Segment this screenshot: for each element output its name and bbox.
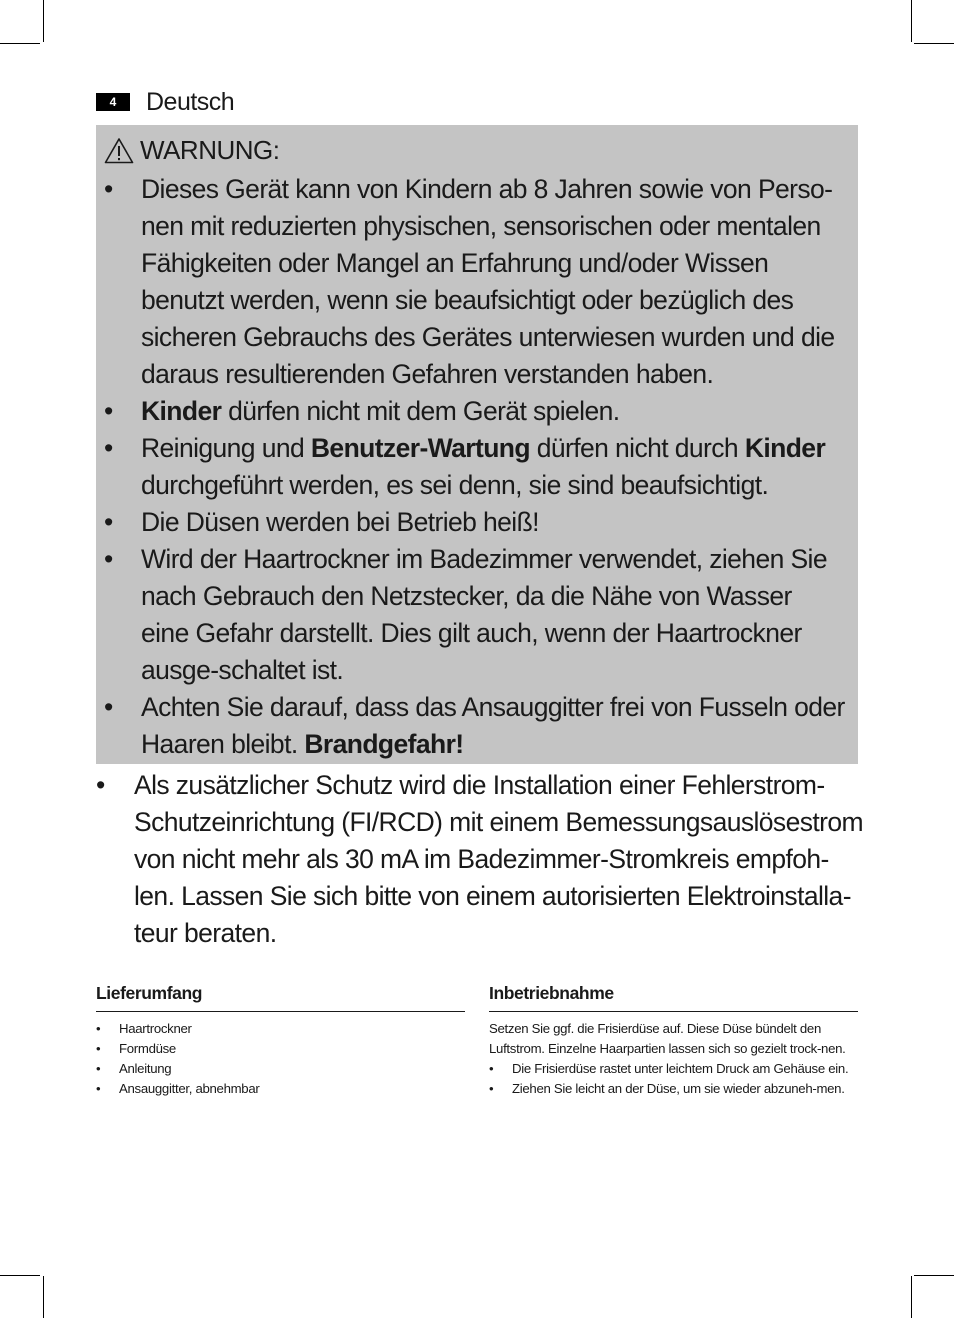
warning-emphasis: Kinder — [141, 396, 222, 426]
warning-emphasis: Benutzer-Wartung — [310, 433, 530, 463]
warning-text: Reinigung und — [141, 433, 311, 463]
warning-box — [96, 125, 858, 764]
warning-item — [104, 504, 846, 541]
warning-item — [104, 689, 846, 763]
page-header — [96, 88, 234, 116]
extra-note: • Als zusätzlicher Schutz wird die Installation einer Fehlerstrom-Schutzeinrichtung (FI/RCD) mit einem Bemessungsauslösestrom von nicht mehr als 30 mA im Badezimmer-Stromkreis empfoh-len. Lassen Sie sich bitte von einem autorisierten Elektroinstalla-teur beraten. — [96, 767, 866, 952]
crop-mark — [0, 43, 40, 44]
inbetriebnahme-section — [489, 980, 858, 1099]
crop-mark — [914, 43, 954, 44]
inbetriebnahme-heading: Inbetriebnahme — [489, 980, 858, 1012]
inbetriebnahme-item: • Ziehen Sie leicht an der Düse, um sie wieder abzuneh-men. — [489, 1079, 858, 1099]
warning-item — [104, 171, 846, 393]
warning-text: durchgeführt werden, es sei denn, sie sind beaufsichtigt. — [141, 470, 769, 500]
warning-text: Achten Sie darauf, dass das Ansauggitter frei von Fusseln oder Haaren bleibt. — [141, 692, 845, 759]
warning-item — [104, 393, 846, 430]
warning-title-text: WARNUNG: — [140, 134, 280, 165]
crop-mark — [43, 0, 44, 42]
warning-text: Dieses Gerät kann von Kindern ab 8 Jahren sowie von Perso-nen mit reduzierten physischen, sensorischen oder mentalen Fähigkeiten oder Mangel an Erfahrung und/oder Wissen benutzt werden, wenn sie beaufsichtigt oder bezüglich des sicheren Gebrauchs des Gerätes unterwiesen wurden und die daraus resultierenden Gefahren verstanden haben. — [141, 174, 835, 389]
warning-list — [104, 171, 846, 763]
extra-note-list — [96, 767, 866, 952]
page-number: 4 — [96, 93, 130, 111]
inbetriebnahme-item: • Die Frisierdüse rastet unter leichtem Druck am Gehäuse ein. — [489, 1059, 858, 1079]
warning-title — [104, 131, 846, 169]
warning-text: dürfen nicht durch — [529, 433, 745, 463]
crop-mark — [911, 1276, 912, 1318]
crop-mark — [43, 1276, 44, 1318]
warning-emphasis: Kinder — [744, 433, 826, 463]
lieferumfang-list — [96, 1019, 465, 1099]
crop-mark — [914, 1275, 954, 1276]
warning-emphasis: Brandgefahr! — [304, 729, 464, 759]
lieferumfang-item: • Ansauggitter, abnehmbar — [96, 1079, 465, 1099]
warning-text: dürfen nicht mit dem Gerät spielen. — [221, 396, 620, 426]
language-label: Deutsch — [146, 87, 235, 116]
warning-triangle-icon — [104, 137, 134, 164]
warning-text: Wird der Haartrockner im Badezimmer verwendet, ziehen Sie nach Gebrauch den Netzstecker, da die Nähe von Wasser eine Gefahr darstellt. Dies gilt auch, wenn der Haartrockner ausge-schaltet ist. — [141, 544, 827, 685]
lieferumfang-section — [96, 980, 465, 1099]
lieferumfang-item: • Haartrockner — [96, 1019, 465, 1039]
crop-mark — [0, 1275, 40, 1276]
warning-item — [104, 430, 846, 504]
inbetriebnahme-intro: Setzen Sie ggf. die Frisierdüse auf. Diese Düse bündelt den Luftstrom. Einzelne Haarpartien lassen sich so gezielt trock-nen. — [489, 1021, 846, 1056]
lieferumfang-heading: Lieferumfang — [96, 980, 465, 1012]
warning-item — [104, 541, 846, 689]
warning-text: Die Düsen werden bei Betrieb heiß! — [141, 507, 539, 537]
inbetriebnahme-list — [489, 1059, 858, 1099]
lieferumfang-item: • Formdüse — [96, 1039, 465, 1059]
lieferumfang-item: • Anleitung — [96, 1059, 465, 1079]
crop-mark — [911, 0, 912, 42]
